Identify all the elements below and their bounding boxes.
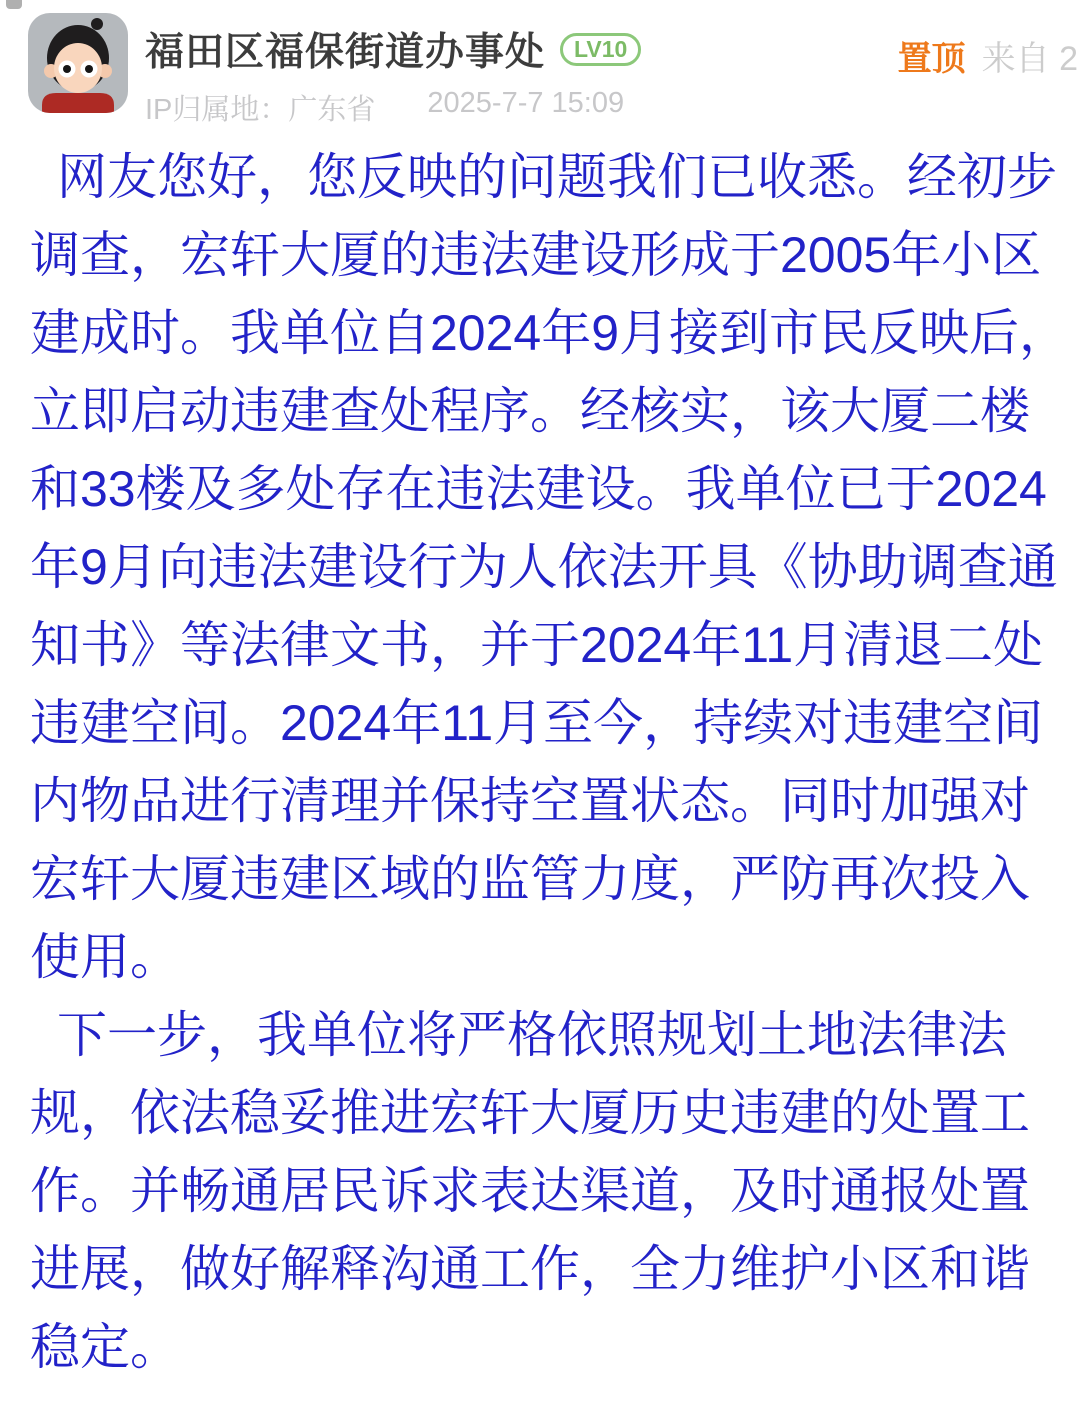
post-body-line: 建成时。我单位自2024年9月接到市民反映后， bbox=[30, 305, 1070, 361]
post-body-line: 规，依法稳妥推进宏轩大厦历史违建的处置工 bbox=[30, 1085, 1030, 1141]
post-body-line: 内物品进行清理并保持空置状态。同时加强对 bbox=[30, 773, 1030, 829]
post-body-line: 调查，宏轩大厦的违法建设形成于2005年小区 bbox=[30, 227, 1042, 283]
post-body-line: 立即启动违建查处程序。经核实，该大厦二楼 bbox=[30, 383, 1030, 439]
post-header-right bbox=[898, 31, 1078, 80]
post-body-line: 年9月向违法建设行为人依法开具《协助调查通 bbox=[30, 539, 1058, 595]
post-body-line: 稳定。 bbox=[30, 1319, 180, 1375]
post-body-line: 下一步，我单位将严格依照规划土地法律法 bbox=[57, 1007, 1007, 1063]
post-body-line: 知书》等法律文书，并于2024年11月清退二处 bbox=[30, 617, 1044, 673]
post-body-line: 使用。 bbox=[30, 929, 180, 985]
post-header-main bbox=[145, 13, 641, 128]
pinned-badge: 置顶 bbox=[897, 40, 966, 78]
ip-location-label: IP归属地：广东省 bbox=[145, 94, 376, 126]
screenshot-corner-artifact bbox=[6, 0, 22, 9]
post-source-link[interactable]: 来自 2 bbox=[981, 40, 1078, 78]
post-body-line: 违建空间。2024年11月至今，持续对违建空间 bbox=[30, 695, 1044, 751]
post-body-line: 网友您好，您反映的问题我们已收悉。经初步 bbox=[57, 149, 1057, 205]
post-body-line: 进展，做好解释沟通工作，全力维护小区和谐 bbox=[30, 1241, 1030, 1297]
post-timestamp: 2025-7-7 15:09 bbox=[427, 87, 625, 119]
post-body-line: 作。并畅通居民诉求表达渠道，及时通报处置 bbox=[30, 1163, 1030, 1219]
post-header bbox=[28, 13, 1080, 128]
name-row bbox=[145, 21, 641, 77]
username[interactable]: 福田区福保街道办事处 bbox=[145, 31, 546, 74]
post-meta-row bbox=[145, 87, 641, 128]
post-body bbox=[30, 138, 1080, 1386]
user-avatar-icon[interactable] bbox=[28, 13, 128, 113]
post-body-line: 宏轩大厦违建区域的监管力度，严防再次投入 bbox=[30, 851, 1030, 907]
post-body-line: 和33楼及多处存在违法建设。我单位已于2024 bbox=[30, 461, 1047, 517]
user-level-badge: LV10 bbox=[560, 33, 641, 66]
